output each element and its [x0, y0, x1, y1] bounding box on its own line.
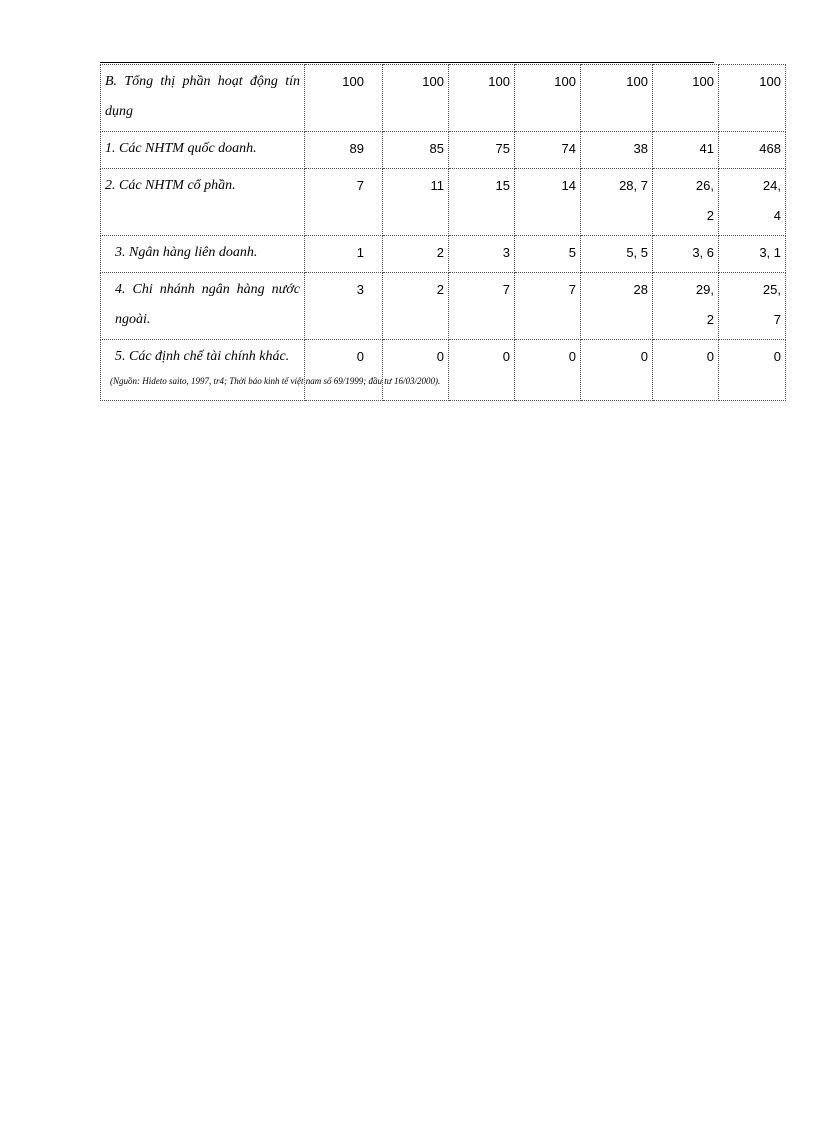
table-cell	[515, 169, 581, 236]
cell-value: 7	[568, 282, 576, 297]
table-cell	[719, 169, 786, 236]
table-cell: 100	[581, 65, 653, 132]
table-cell: 0	[383, 340, 449, 401]
table-cell: 5	[515, 236, 581, 273]
table-cell: 100	[653, 65, 719, 132]
table-cell	[449, 273, 515, 340]
table-cell	[383, 273, 449, 340]
cell-value: 24, 4	[762, 178, 781, 223]
table-cell	[449, 169, 515, 236]
table-cell	[383, 169, 449, 236]
table-cell: 0	[305, 340, 383, 401]
table-cell	[653, 273, 719, 340]
table-cell: 468	[719, 132, 786, 169]
table-row	[101, 236, 786, 273]
table-cell	[719, 273, 786, 340]
market-share-table	[100, 64, 786, 401]
table-cell: 0	[719, 340, 786, 401]
table-row	[101, 273, 786, 340]
table-cell: 100	[449, 65, 515, 132]
table-row	[101, 340, 786, 401]
cell-value: 28, 7	[619, 178, 648, 193]
table-cell: 100	[515, 65, 581, 132]
cell-value: 15	[495, 178, 510, 193]
table-cell: 100	[383, 65, 449, 132]
table-cell: 85	[383, 132, 449, 169]
cell-value: 29, 2	[695, 282, 714, 327]
row-label: 1. Các NHTM quốc doanh.	[101, 132, 305, 169]
table-cell: 0	[581, 340, 653, 401]
cell-value: 28	[633, 282, 648, 297]
table-cell: 3, 6	[653, 236, 719, 273]
cell-value: 7	[356, 178, 364, 193]
table-row	[101, 132, 786, 169]
table-cell: 5, 5	[581, 236, 653, 273]
row-label: B. Tổng thị phần hoạt động tín dụng	[101, 65, 305, 132]
table-cell: 100	[305, 65, 383, 132]
table-cell	[581, 273, 653, 340]
table-cell: 0	[653, 340, 719, 401]
source-note: (Nguồn: Hideto saito, 1997, tr4; Thời báo kinh tế việt nam số 69/1999; đầu tư 16/03/2000).	[110, 376, 441, 386]
table-cell: 100	[719, 65, 786, 132]
table-cell: 3, 1	[719, 236, 786, 273]
table-cell	[515, 273, 581, 340]
row-label: 4. Chi nhánh ngân hàng nước ngoài.	[101, 273, 305, 340]
cell-value: 7	[502, 282, 510, 297]
cell-value: 26, 2	[695, 178, 714, 223]
table-cell: 75	[449, 132, 515, 169]
table-cell	[653, 169, 719, 236]
cell-value: 2	[436, 282, 444, 297]
table-cell: 0	[515, 340, 581, 401]
row-label: 3. Ngân hàng liên doanh.	[101, 236, 305, 273]
table-cell: 1	[305, 236, 383, 273]
table-cell: 3	[449, 236, 515, 273]
table-cell: 2	[383, 236, 449, 273]
row-label: 2. Các NHTM cổ phần.	[101, 169, 305, 236]
table-cell: 41	[653, 132, 719, 169]
table-cell: 38	[581, 132, 653, 169]
table-cell	[581, 169, 653, 236]
table-cell: 0	[449, 340, 515, 401]
cell-value: 3	[356, 282, 364, 297]
table-cell: 74	[515, 132, 581, 169]
table-cell	[305, 169, 383, 236]
table-row	[101, 65, 786, 132]
cell-value: 14	[561, 178, 576, 193]
table-body	[101, 65, 786, 401]
table-cell: 89	[305, 132, 383, 169]
cell-value: 25, 7	[762, 282, 781, 327]
table-cell	[305, 273, 383, 340]
cell-value: 11	[430, 178, 444, 193]
top-rule	[100, 62, 714, 63]
table-row	[101, 169, 786, 236]
row-label: 5. Các định chế tài chính khác.	[101, 340, 305, 401]
